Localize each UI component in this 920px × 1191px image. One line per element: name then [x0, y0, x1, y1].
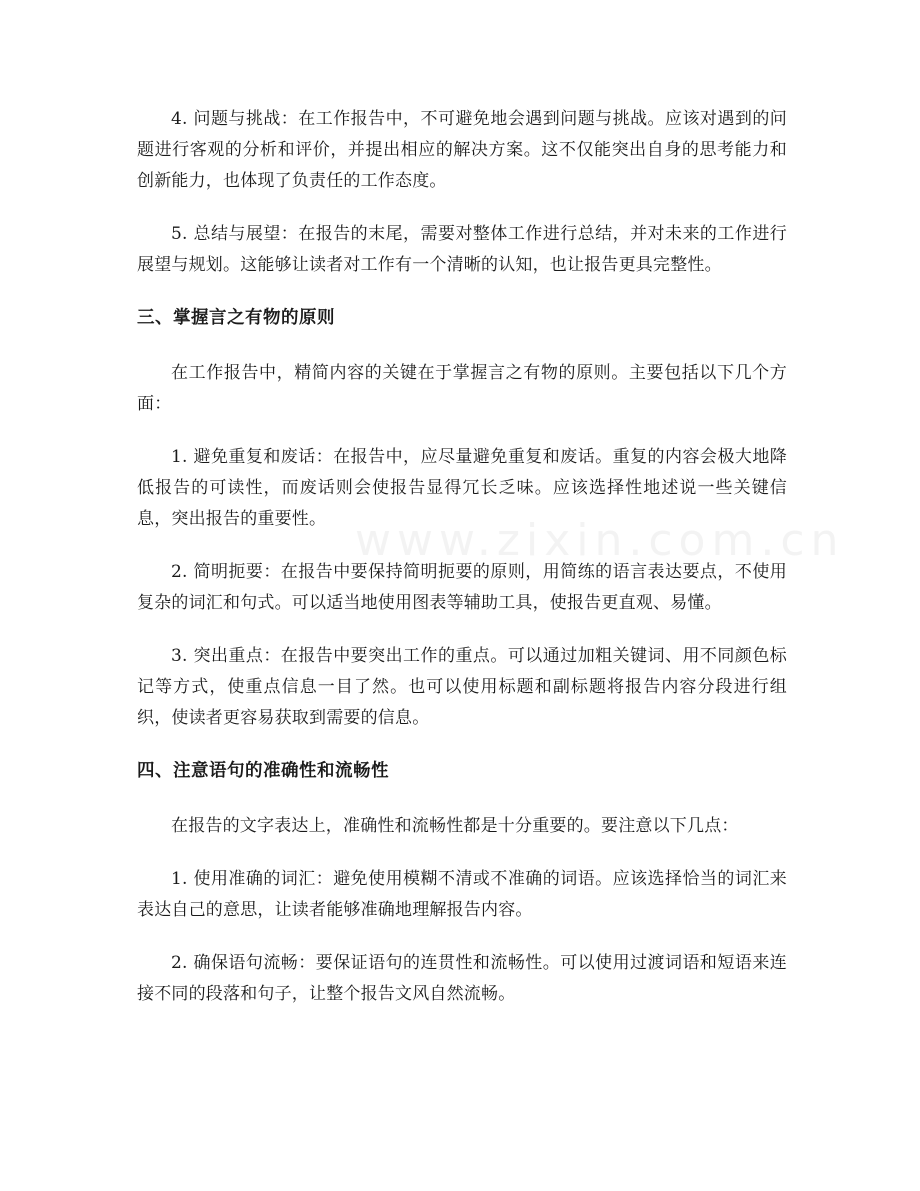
paragraph-substance-intro: 在工作报告中，精简内容的关键在于掌握言之有物的原则。主要包括以下几个方面：: [137, 363, 787, 414]
paragraph-concise: 2. 简明扼要：在报告中要保持简明扼要的原则，用简练的语言表达要点，不使用复杂的词汇和句式。可以适当地使用图表等辅助工具，使报告更直观、易懂。: [137, 562, 787, 613]
section-heading-substance: 三、掌握言之有物的原则: [137, 308, 335, 328]
paragraph-summary-outlook: 5. 总结与展望：在报告的末尾，需要对整体工作进行总结，并对未来的工作进行展望与规划。这能够让读者对工作有一个清晰的认知，也让报告更具完整性。: [137, 224, 787, 275]
paragraph-problems-challenges: 4. 问题与挑战：在工作报告中，不可避免地会遇到问题与挑战。应该对遇到的问题进行客观的分析和评价，并提出相应的解决方案。这不仅能突出自身的思考能力和创新能力，也体现了负责任的工作态度。: [137, 109, 787, 191]
watermark: www.zixin.com.cn: [355, 515, 845, 566]
paragraph-accuracy-intro: 在报告的文字表达上，准确性和流畅性都是十分重要的。要注意以下几点：: [171, 816, 739, 836]
paragraph-fluent-sentences: 2. 确保语句流畅：要保证语句的连贯性和流畅性。可以使用过渡词语和短语来连接不同的段落和句子，让整个报告文风自然流畅。: [137, 953, 787, 1004]
section-heading-accuracy-fluency: 四、注意语句的准确性和流畅性: [137, 761, 389, 781]
document-body: [137, 104, 787, 1032]
paragraph-highlight-key-points: 3. 突出重点：在报告中要突出工作的重点。可以通过加粗关键词、用不同颜色标记等方式，使重点信息一目了然。也可以使用标题和副标题将报告内容分段进行组织，使读者更容易获取到需要的信息。: [137, 646, 787, 728]
paragraph-avoid-repetition: 1. 避免重复和废话：在报告中，应尽量避免重复和废话。重复的内容会极大地降低报告的可读性，而废话则会使报告显得冗长乏味。应该选择性地述说一些关键信息，突出报告的重要性。: [137, 447, 787, 529]
paragraph-accurate-words: 1. 使用准确的词汇：避免使用模糊不清或不准确的词语。应该选择恰当的词汇来表达自己的意思，让读者能够准确地理解报告内容。: [137, 869, 787, 920]
